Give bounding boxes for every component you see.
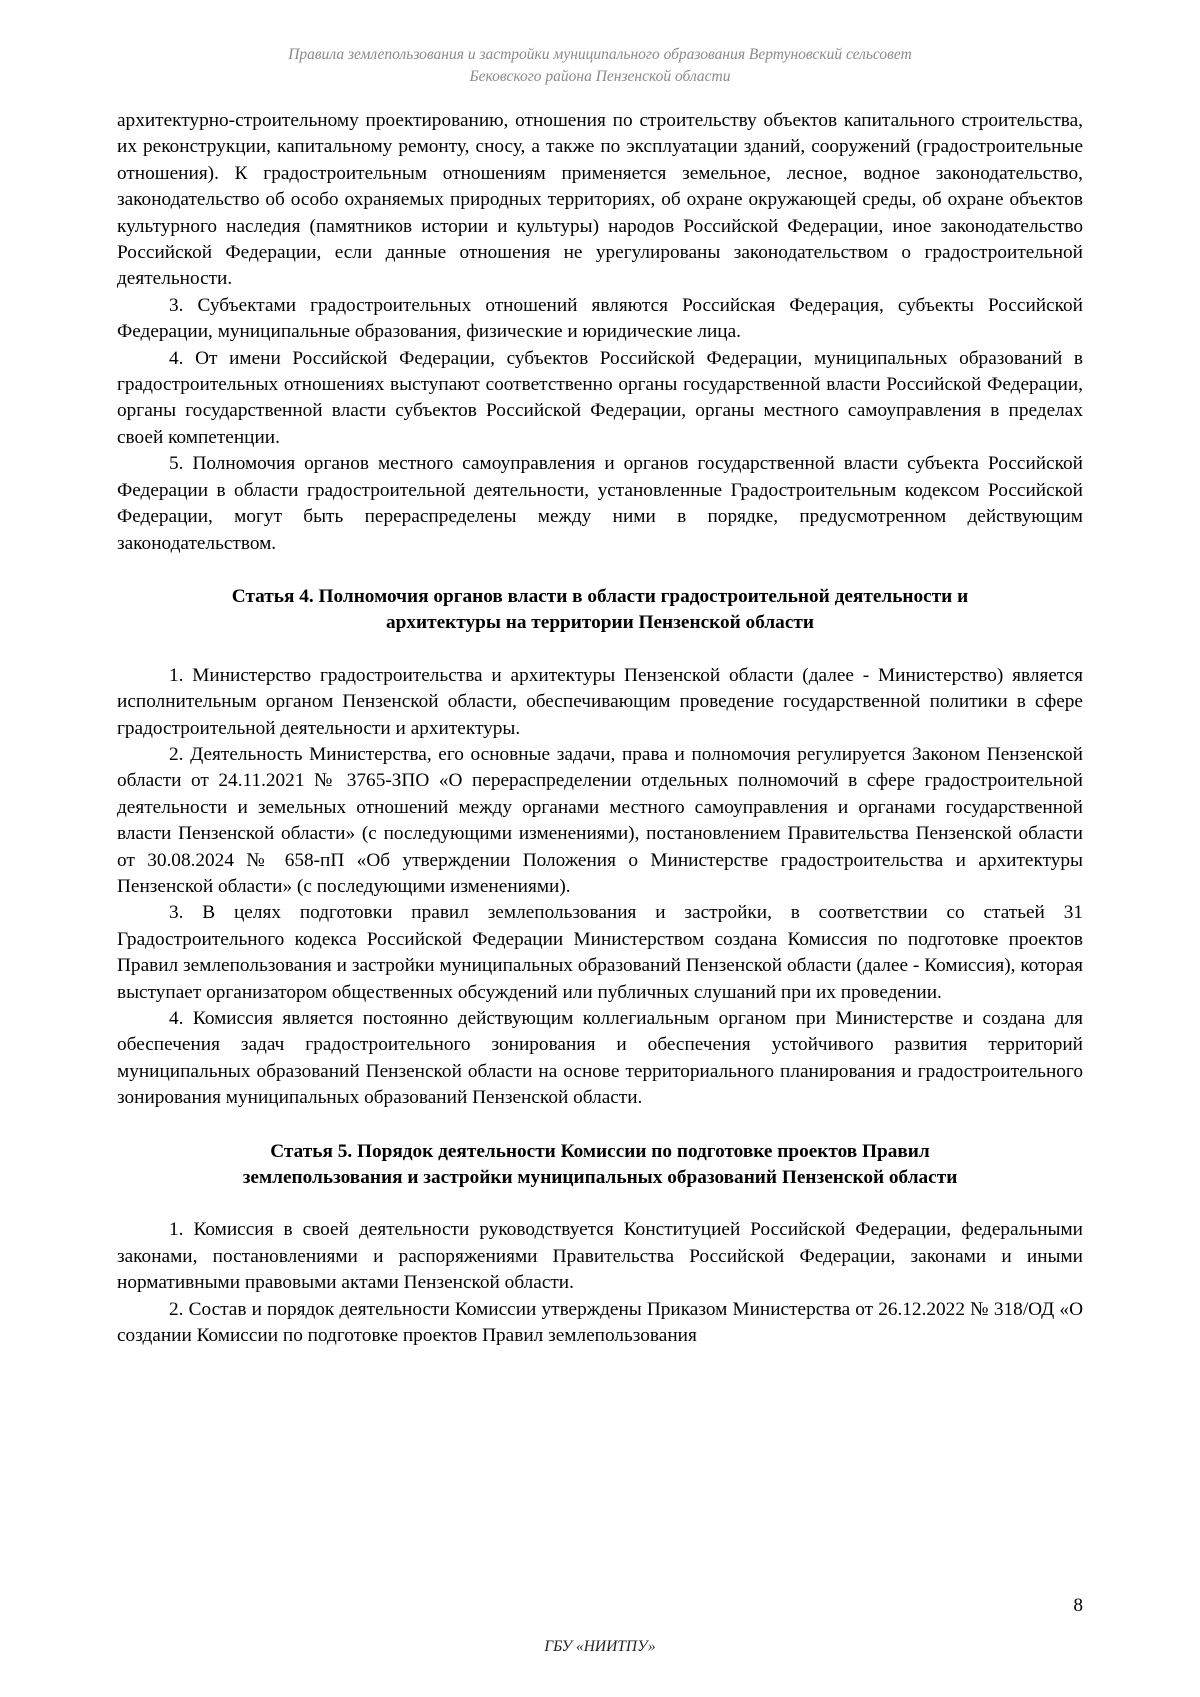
article-5-heading [117, 1139, 1083, 1192]
article-4-paragraph-3: 3. В целях подготовки правил землепользования и застройки, в соответствии со статьей 31 Градостроительного кодекса Российской Федерации Министерством создана Комиссия по подготовке проектов Правил землепользования и застройки муниципальных образований Пензенской области (далее - Комиссия), которая выступает организатором общественных обсуждений или публичных слушаний при их проведении. [117, 902, 1083, 1003]
running-header-line-2: Бековского района Пензенской области [469, 68, 731, 85]
paragraph-4: 4. От имени Российской Федерации, субъектов Российской Федерации, муниципальных образований в градостроительных отношениях выступают соответственно органы государственной власти Российской Федерации, органы государственной власти субъектов Российской Федерации, органы местного самоуправления в пределах своей компетенции. [117, 347, 1083, 448]
article-5-heading-line-2: землепользования и застройки муниципальных образований Пензенской области [242, 1167, 958, 1189]
paragraph-3: 3. Субъектами градостроительных отношений являются Российская Федерация, субъекты Российской Федерации, муниципальные образования, физические и юридические лица. [117, 294, 1083, 343]
paragraph-continuation: архитектурно-строительному проектированию, отношения по строительству объектов капитального строительства, их реконструкции, капитальному ремонту, сносу, а также по эксплуатации зданий, сооружений (градостроительные отношения). К градостроительным отношениям применяется земельное, лесное, водное законодательство, законодательство об особо охраняемых природных территориях, об охране окружающей среды, об охране объектов культурного наследия (памятников истории и культуры) народов Российской Федерации, иное законодательство Российской Федерации, если данные отношения не урегулированы законодательством о градостроительной деятельности. [117, 110, 1083, 290]
article-4-heading-line-1: Статья 4. Полномочия органов власти в области градостроительной деятельности и [231, 585, 969, 607]
spacer [117, 557, 1083, 584]
spacer [117, 1191, 1083, 1217]
spacer [117, 637, 1083, 663]
page-number: 8 [1073, 1595, 1083, 1616]
running-footer: ГБУ «НИИТПУ» [544, 1638, 656, 1655]
article-5-heading-line-1: Статья 5. Порядок деятельности Комиссии по подготовке проектов Правил [270, 1140, 930, 1162]
article-5-paragraph-1: 1. Комиссия в своей деятельности руководствуется Конституцией Российской Федерации, федеральными законами, постановлениями и распоряжениями Правительства Российской Федерации, законами и иными нормативными правовыми актами Пензенской области. [117, 1219, 1083, 1294]
article-4-heading-line-2: архитектуры на территории Пензенской области [386, 612, 814, 634]
running-header-line-1: Правила землепользования и застройки муниципального образования Вертуновский сельсовет [288, 46, 912, 63]
paragraph-5: 5. Полномочия органов местного самоуправления и органов государственной власти субъекта Российской Федерации в области градостроительной деятельности, установленные Градостроительным кодексом Российской Федерации, могут быть перераспределены между ними в порядке, предусмотренном действующим законодательством. [117, 453, 1083, 554]
spacer [117, 1112, 1083, 1139]
article-4-paragraph-2: 2. Деятельность Министерства, его основные задачи, права и полномочия регулируется Законом Пензенской области от 24.11.2021 № 3765-ЗПО «О перераспределении отдельных полномочий в сфере градостроительной деятельности и земельных отношений между органами местного самоуправления и органами государственной власти Пензенской области» (с последующими изменениями), постановлением Правительства Пензенской области от 30.08.2024 № 658-пП «Об утверждении Положения о Министерстве градостроительства и архитектуры Пензенской области» (с последующими изменениями). [117, 743, 1083, 897]
article-5-paragraph-2: 2. Состав и порядок деятельности Комиссии утверждены Приказом Министерства от 26.12.2022 № 318/ОД «О создании Комиссии по подготовке проектов Правил землепользования [117, 1298, 1083, 1347]
article-4-paragraph-1: 1. Министерство градостроительства и архитектуры Пензенской области (далее - Министерство) является исполнительным органом Пензенской области, обеспечивающим проведение государственной политики в сфере градостроительной деятельности и архитектуры. [117, 664, 1083, 739]
document-body [117, 108, 1083, 1349]
article-4-heading [117, 584, 1083, 637]
running-header [0, 44, 1200, 88]
article-4-paragraph-4: 4. Комиссия является постоянно действующим коллегиальным органом при Министерстве и создана для обеспечения задач градостроительного зонирования и обеспечения устойчивого развития территорий муниципальных образований Пензенской области на основе территориального планирования и градостроительного зонирования муниципальных образований Пензенской области. [117, 1008, 1083, 1109]
